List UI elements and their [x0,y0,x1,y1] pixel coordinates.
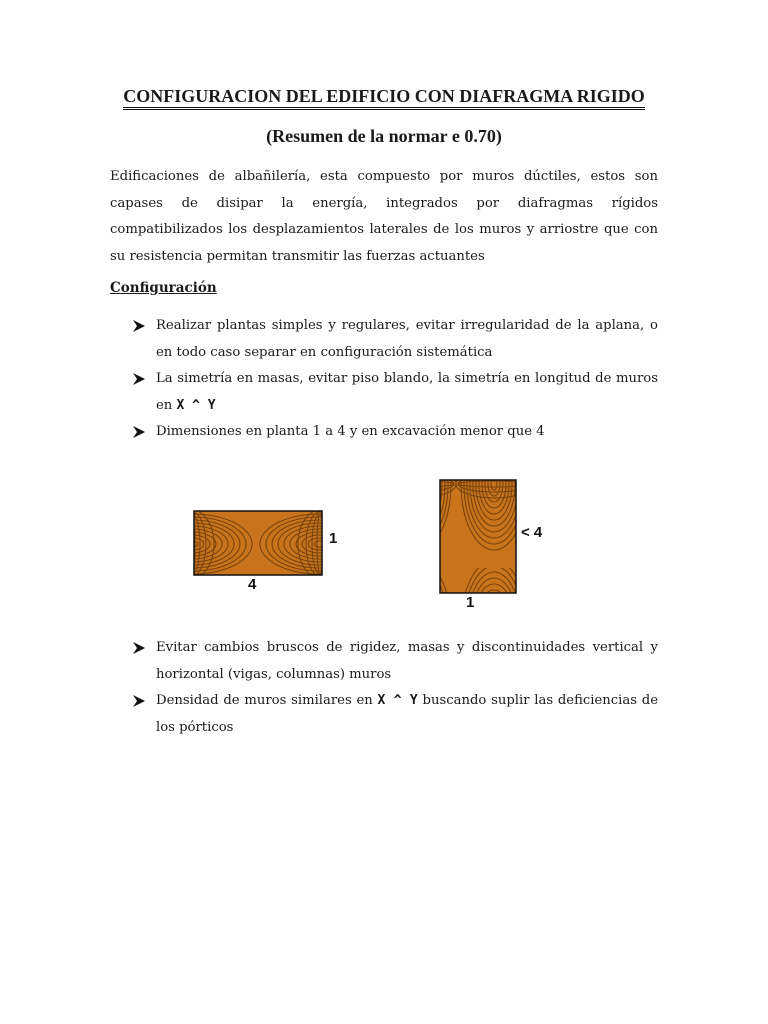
plan-rectangle-vertical [440,480,516,593]
document-title: CONFIGURACION DEL EDIFICIO CON DIAFRAGMA RIGIDO [0,86,768,107]
axis-notation: X ^ Y [377,693,418,708]
bullet-text: Dimensiones en planta 1 a 4 y en excavación menor que 4 [156,424,545,439]
arrow-bullet-icon [132,372,146,386]
list-item [0,688,768,741]
bullet-text: Evitar cambios bruscos de rigidez, masas y discontinuidades vertical y horizontal (vigas, columnas) muros [156,640,658,682]
bullet-text: La simetría en masas, evitar piso blando, la simetría en longitud de muros en X ^ Y [156,371,658,413]
bullet-list-top [0,313,768,446]
arrow-bullet-icon [132,425,146,439]
section-heading-configuracion: Configuración [110,280,217,296]
bullet-text: Realizar plantas simples y regulares, evitar irregularidad de la aplana, o en todo caso separar en configuración sistemática [156,318,658,360]
list-item [0,313,768,366]
bullet-text: Densidad de muros similares en X ^ Y buscando suplir las deficiencias de los pórticos [156,693,659,735]
axis-notation: X ^ Y [176,397,216,413]
arrow-bullet-icon [132,694,146,708]
list-item [0,635,768,688]
left-rect-bottom-label: 4 [248,576,257,593]
bullet-list-bottom [0,635,768,741]
left-rect-side-label: 1 [329,530,338,547]
list-item [0,366,768,419]
right-rect-side-label: < 4 [521,524,543,541]
arrow-bullet-icon [132,319,146,333]
intro-paragraph: Edificaciones de albañilería, esta compuesto por muros dúctiles, estos son capases de disipar la energía, integrados por diafragmas rígidos compatibilizados los desplazamientos laterales de los muros y arriostre que con su resistencia permitan transmitir las fuerzas actuantes [110,169,658,264]
right-rect-bottom-label: 1 [466,594,475,611]
list-item [0,419,768,446]
plan-rectangle-horizontal [194,511,322,575]
arrow-bullet-icon [132,641,146,655]
document-subtitle: (Resumen de la normar e 0.70) [266,126,502,146]
